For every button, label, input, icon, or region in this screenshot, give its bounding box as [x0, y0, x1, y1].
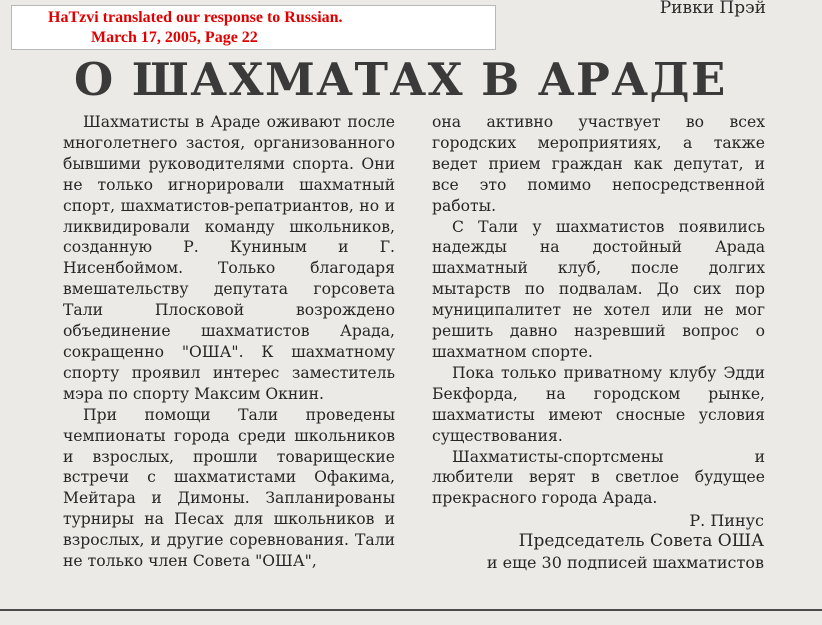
signature-title: Председатель Совета ОША [518, 531, 764, 551]
translation-note-box [11, 5, 496, 50]
article-paragraph: Пока только приватному клубу Эдди Бекфорда, на городском рынке, шахматисты имеют сносные условия существования. [432, 363, 765, 445]
article-paragraph: Шахматисты-спортсмены и любители верят в светлое будущее прекрасного города Арада. [432, 447, 765, 508]
article-paragraph: При помощи Тали проведены чемпионаты города среди школьников и взрослых, прошли товарищеские встречи с шахматистами Офакима, Мейтара и Димоны. Запланированы турниры на Песах для школьников и взрослых, и другие соревнования. Тали не только член Совета "ОША", [63, 405, 395, 571]
article-paragraph: Шахматисты в Араде оживают после многолетнего застоя, организованного бывшими руководителями спорта. Они не только игнорировали шахматный спорт, шахматистов-репатриантов, но и ликвидировали команду школьников, созданную Р. Куниным и Г. Нисенбоймом. Только благодаря вмешательству депутата горсовета Тали Плосковой возрождено объединение шахматистов Арада, сокращенно "ОША". К шахматному спорту проявил интерес заместитель мэра по спорту Максим Окнин. [63, 113, 395, 403]
translation-note-line1: HaTzvi translated our response to Russian. [48, 9, 343, 26]
top-author-name: Ривки Прэй [659, 0, 766, 18]
translation-note-date: March 17, 2005, Page 22 [91, 29, 258, 46]
article-paragraph: С Тали у шахматистов появились надежды на достойный Арада шахматный клуб, после долгих мытарств по подвалам. До сих пор муниципалитет не хотел или не мог решить давно назревший вопрос о шахматном спорте. [432, 217, 765, 361]
article-column-left [63, 112, 395, 572]
article-paragraph: она активно участвует во всех городских мероприятиях, а также ведет прием граждан как депутат, и все это помимо непосредственной работы. [432, 113, 765, 215]
signature-extra: и еще 30 подписей шахматистов [486, 553, 764, 572]
signature-name: Р. Пинус [689, 511, 764, 530]
article-column-right [432, 112, 765, 509]
bottom-divider [0, 609, 822, 611]
article-headline: О ШАХМАТАХ В АРАДЕ [74, 53, 727, 106]
